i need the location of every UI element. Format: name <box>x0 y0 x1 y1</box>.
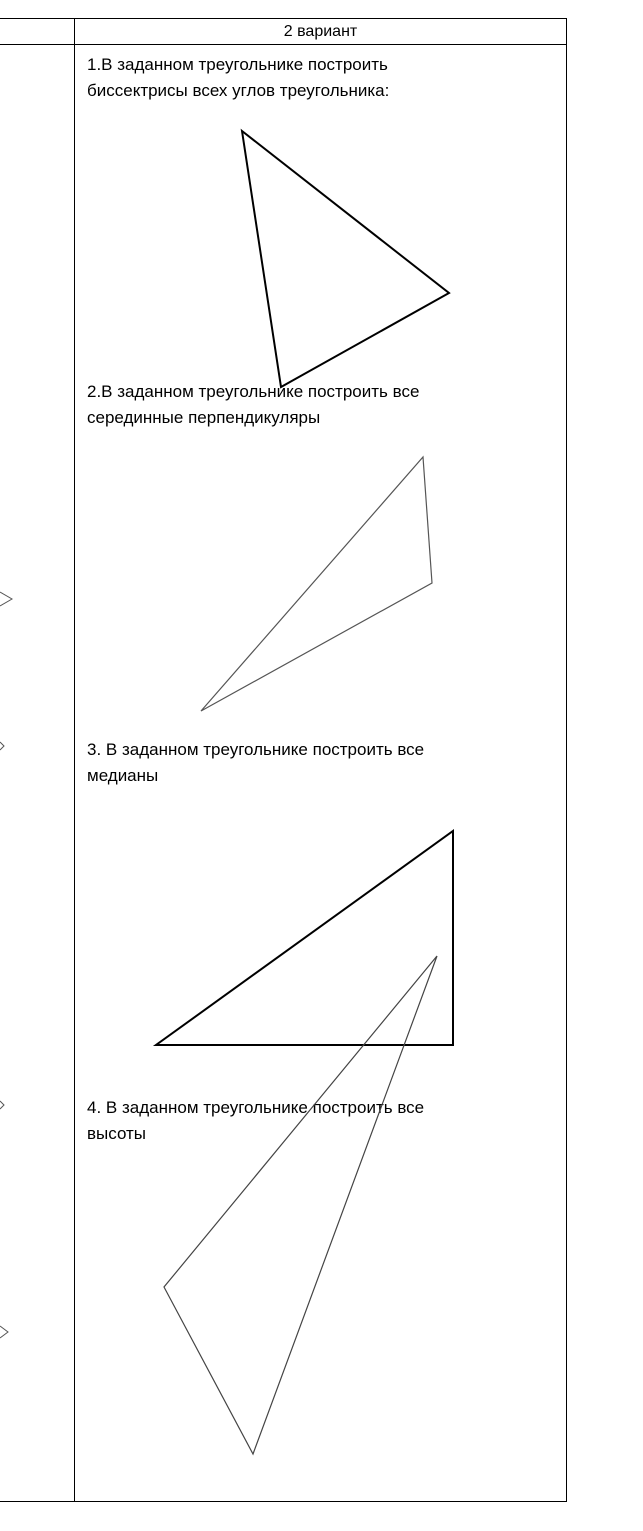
task-1-line-2: биссектрисы всех углов треугольника: <box>87 81 390 100</box>
left-column-mark-3 <box>0 1101 4 1109</box>
task-3-line-2: медианы <box>87 766 159 785</box>
left-column-mark-4 <box>0 1326 8 1338</box>
triangle-4 <box>164 956 437 1454</box>
task-3-line-1: 3. В заданном треугольнике построить все <box>87 740 425 759</box>
task-1-line-1: 1.В заданном треугольнике построить <box>87 55 388 74</box>
task-4-line-1: 4. В заданном треугольнике построить все <box>87 1098 425 1117</box>
variant-header: 2 вариант <box>283 23 358 40</box>
triangle-3 <box>156 831 453 1045</box>
task-2-line-1: 2.В заданном треугольнике построить все <box>87 382 420 401</box>
left-column-mark-2 <box>0 742 4 750</box>
task-4-line-2: высоты <box>87 1124 147 1143</box>
left-column-mark-1 <box>0 592 12 606</box>
triangle-2 <box>201 457 432 711</box>
triangle-1 <box>242 131 449 387</box>
task-2-line-2: серединные перпендикуляры <box>87 408 321 427</box>
